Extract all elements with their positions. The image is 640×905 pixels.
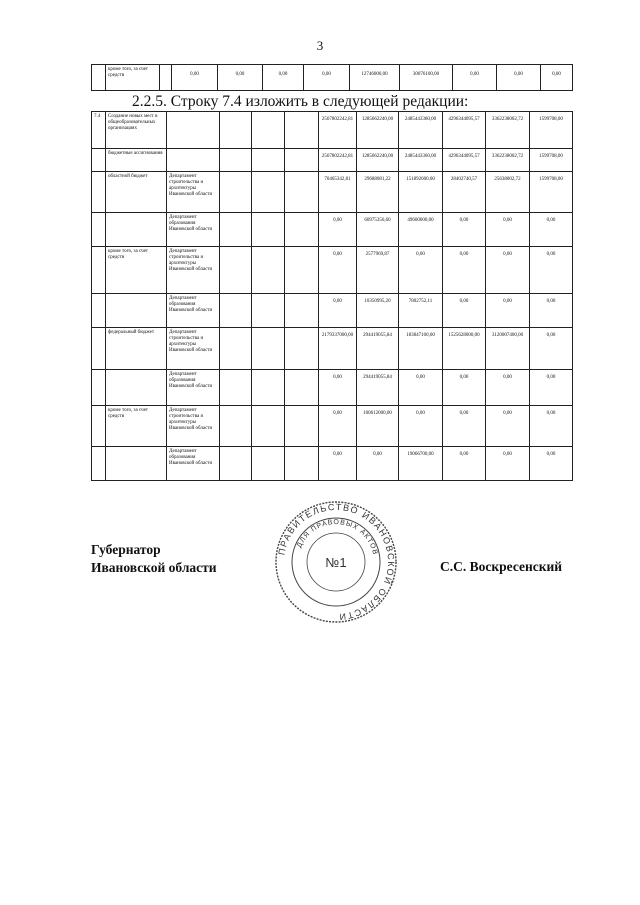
cell-value: 0,00 [486,406,530,447]
cell-value: 4296344095,57 [443,112,486,149]
cell-value: 2485443360,00 [399,112,443,149]
cell-value: 0,00 [172,65,218,91]
cell-value: 0,00 [319,213,357,247]
svg-text:ДЛЯ ПРАВОВЫХ АКТОВ [296,519,378,556]
governor-title [91,541,217,577]
department-cell: Департамент образования Ивановской области [167,294,220,328]
row-label [106,447,167,481]
governor-title-line2: Ивановской области [91,560,217,575]
cell-value: 0,00 [530,447,573,481]
cell-value: 0,00 [319,370,357,406]
cell-value: 60975356,60 [357,213,399,247]
cell-value: 2179337000,00 [319,328,357,370]
cell-value: 0,00 [443,247,486,294]
page-number: 3 [316,38,324,53]
cell-value: 1285662240,00 [357,112,399,149]
row-label: федеральный бюджет [106,328,167,370]
top-table [91,64,573,91]
row-label [106,370,167,406]
cell-value: 29688081,22 [357,172,399,213]
top-row-label: кроме того, за счет средств [106,65,160,91]
cell-value: 2567802242,81 [319,149,357,172]
cell-value: 0,00 [443,294,486,328]
department-cell: Департамент строительства и архитектуры Ивановской области [167,328,220,370]
cell-value: 0,00 [486,213,530,247]
table-row [92,406,573,447]
stamp-inner-text: ДЛЯ ПРАВОВЫХ АКТОВ [296,518,379,557]
table-row [92,328,573,370]
cell-value: 3120007400,00 [486,328,530,370]
stamp-outer-text: ПРАВИТЕЛЬСТВО ИВАНОВСКОЙ ОБЛАСТИ [276,501,397,623]
cell-value: 0,00 [399,370,443,406]
cell-value: 1599708,00 [530,172,573,213]
cell-value: 0,00 [443,370,486,406]
department-cell: Департамент образования Ивановской области [167,370,220,406]
cell-value: 0,00 [304,65,350,91]
cell-value: 49600000,00 [399,213,443,247]
cell-value: 7802752,11 [399,294,443,328]
table-row [92,370,573,406]
cell-value: 0,00 [319,247,357,294]
row-number: 7.4 [92,112,106,149]
cell-value: 0,00 [497,65,541,91]
cell-value: 19066700,00 [399,447,443,481]
cell-value: 3362238002,72 [486,149,530,172]
cell-value: 183847100,00 [399,328,443,370]
table-row [92,294,573,328]
table-row [92,247,573,294]
main-table [91,111,573,481]
table-row [92,447,573,481]
cell-value: 0,00 [218,65,263,91]
cell-value: 294419055,84 [357,328,399,370]
section-heading: 2.2.5. Строку 7.4 изложить в следующей редакции: [132,93,469,110]
cell-value: 294419055,84 [357,370,399,406]
cell-value: 28402740,57 [443,172,486,213]
cell-value: 70465342,81 [319,172,357,213]
table-row [92,149,573,172]
cell-value: 0,00 [530,370,573,406]
cell-value: 25638002,72 [486,172,530,213]
governor-name: С.С. Воскресенский [440,559,563,574]
cell-value: 0,00 [530,213,573,247]
cell-value: 0,00 [319,447,357,481]
row-label: бюджетные ассигнования [106,149,167,172]
cell-value: 30076100,00 [400,65,453,91]
department-cell: Департамент строительства и архитектуры Ивановской области [167,172,220,213]
cell-value: 0,00 [486,247,530,294]
cell-value: 100612000,00 [357,406,399,447]
cell-value: 1525628000,00 [443,328,486,370]
cell-value: 10350995,20 [357,294,399,328]
cell-value: 1599708,00 [530,149,573,172]
cell-value: 0,00 [263,65,304,91]
cell-value: 1285662240,00 [357,149,399,172]
cell-value: 0,00 [530,247,573,294]
cell-value: 0,00 [443,447,486,481]
department-cell: Департамент образования Ивановской области [167,213,220,247]
cell-value: 0,00 [443,213,486,247]
cell-value: 3362238002,72 [486,112,530,149]
department-cell [167,112,220,149]
official-stamp [274,500,398,624]
row-label [106,213,167,247]
cell-value: 0,00 [319,406,357,447]
stamp-number: №1 [325,555,347,570]
cell-value: 0,00 [319,294,357,328]
cell-value: 0,00 [530,406,573,447]
cell-value: 0,00 [486,294,530,328]
department-cell: Департамент образования Ивановской области [167,447,220,481]
cell-value: 12746000,00 [350,65,400,91]
cell-value: 0,00 [541,65,573,91]
department-cell: Департамент строительства и архитектуры Ивановской области [167,406,220,447]
table-row [92,112,573,149]
cell-value: 1599708,00 [530,112,573,149]
table-row [92,213,573,247]
cell-value: 0,00 [530,328,573,370]
cell-value: 151892600,00 [399,172,443,213]
governor-title-line1: Губернатор [91,542,161,557]
row-label [106,294,167,328]
cell-value: 0,00 [357,447,399,481]
cell-value: 0,00 [399,247,443,294]
cell-value: 0,00 [453,65,497,91]
cell-value: 0,00 [486,447,530,481]
cell-value: 0,00 [443,406,486,447]
cell-value: 4296344095,57 [443,149,486,172]
department-cell: Департамент строительства и архитектуры Ивановской области [167,247,220,294]
row-label: кроме того, за счет средств [106,247,167,294]
cell-value: 2567802242,81 [319,112,357,149]
department-cell [167,149,220,172]
cell-value: 0,00 [399,406,443,447]
top-table-row [92,65,573,91]
row-label: кроме того, за счет средств [106,406,167,447]
table-row [92,172,573,213]
cell-value: 0,00 [486,370,530,406]
cell-value: 2485443360,00 [399,149,443,172]
row-label: областной бюджет [106,172,167,213]
cell-value: 0,00 [530,294,573,328]
cell-value: 2577969,87 [357,247,399,294]
row-label: Создание новых мест в общеобразовательных организациях [106,112,167,149]
